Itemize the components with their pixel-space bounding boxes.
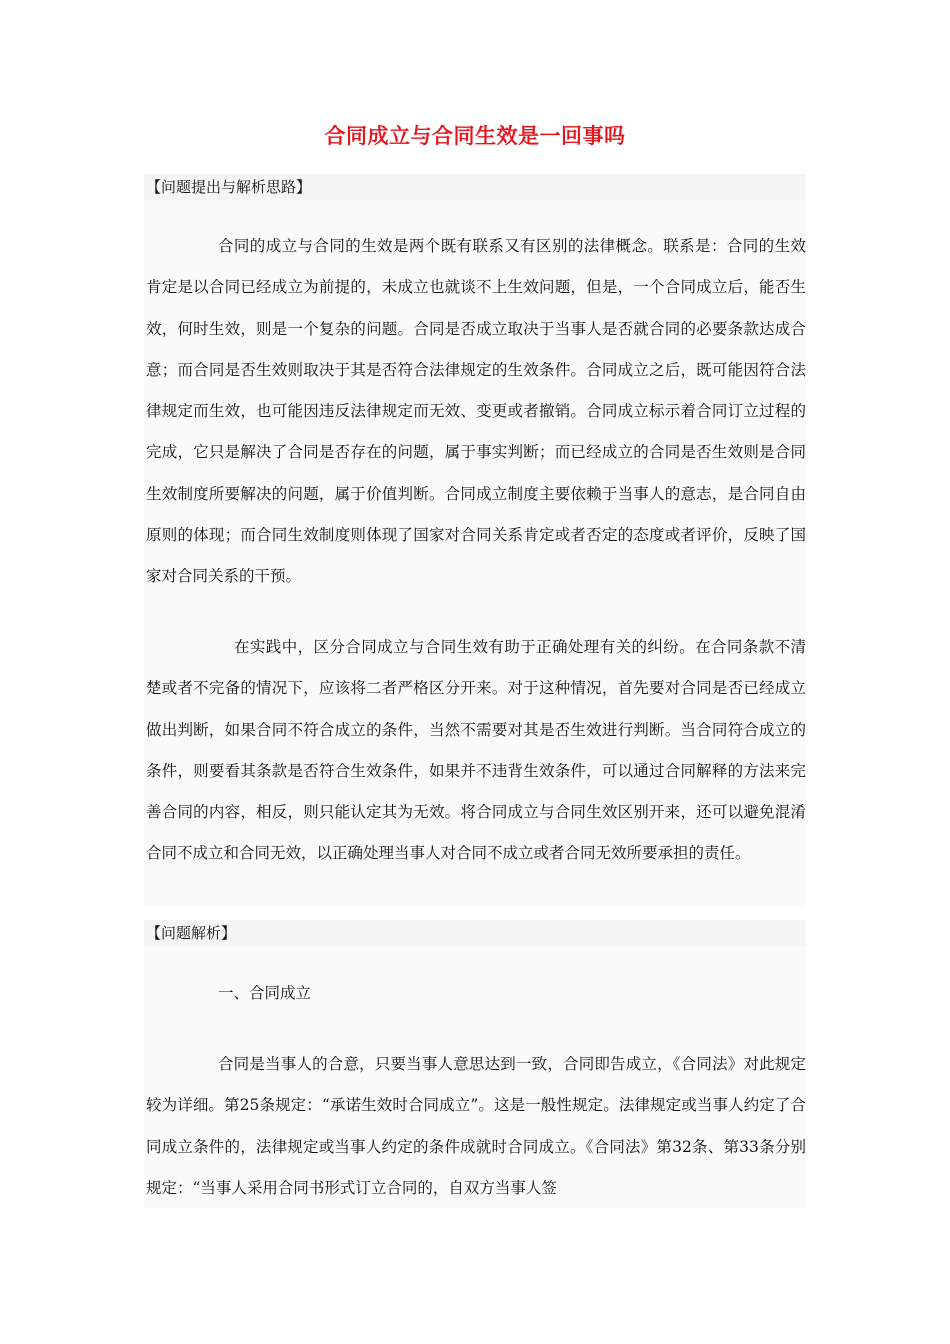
document-title: 合同成立与合同生效是一回事吗 (324, 123, 626, 148)
section1-paragraph-1: 合同的成立与合同的生效是两个既有联系又有区别的法律概念。联系是：合同的生效肯定是以合同已经成立为前提的，未成立也就谈不上生效问题，但是，一个合同成立后，能否生效，何时生效，则是一个复杂的问题。合同是否成立取决于当事人是否就合同的必要条款达成合意；而合同是否生效则取决于其是否符合法律规定的生效条件。合同成立之后，既可能因符合法律规定而生效，也可能因违反法律规定而无效、变更或者撤销。合同成立标示着合同订立过程的完成，它只是解决了合同是否存在的问题，属于事实判断；而已经成立的合同是否生效则是合同生效制度所要解决的问题，属于价值判断。合同成立制度主要依赖于当事人的意志，是合同自由原则的体现；而合同生效制度则体现了国家对合同关系肯定或者否定的态度或者评价，反映了国家对合同关系的干预。 (146, 237, 806, 586)
section-header-problem-analysis: 【问题解析】 (144, 920, 806, 946)
section-header-analysis-approach: 【问题提出与解析思路】 (144, 174, 806, 200)
section2-subheading: 一、合同成立 (218, 984, 312, 1002)
section1-paragraph-2: 在实践中，区分合同成立与合同生效有助于正确处理有关的纠纷。在合同条款不清楚或者不完备的情况下，应该将二者严格区分开来。对于这种情况，首先要对合同是否已经成立做出判断，如果合同不符合成立的条件，当然不需要对其是否生效进行判断。当合同符合成立的条件，则要看其条款是否符合生效条件，如果并不违背生效条件，可以通过合同解释的方法来完善合同的内容，相反，则只能认定其为无效。将合同成立与合同生效区别开来，还可以避免混淆合同不成立和合同无效，以正确处理当事人对合同不成立或者合同无效所要承担的责任。 (146, 638, 806, 863)
section2-paragraph-1: 合同是当事人的合意，只要当事人意思达到一致，合同即告成立，《合同法》对此规定较为详细。第25条规定：“承诺生效时合同成立”。这是一般性规定。法律规定或当事人约定了合同成立条件的，法律规定或当事人约定的条件成就时合同成立。《合同法》第32条、第33条分别规定：“当事人采用合同书形式订立合同的，自双方当事人签 (146, 1055, 806, 1197)
